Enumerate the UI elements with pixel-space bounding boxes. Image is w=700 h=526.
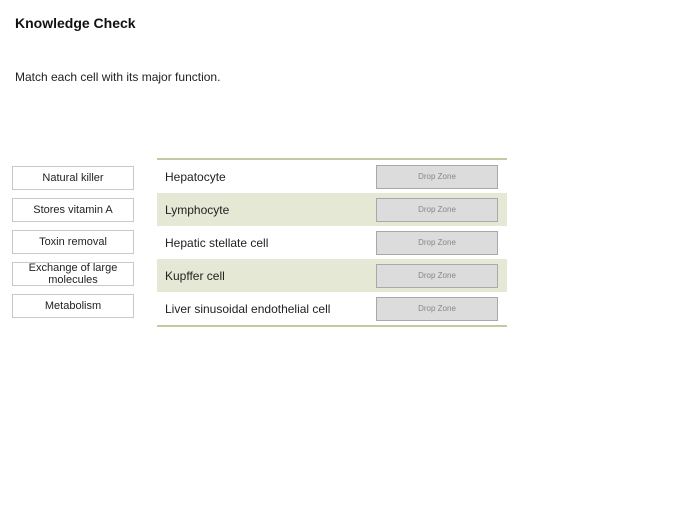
drag-option-exchange-of-large-molecules[interactable]: Exchange of large molecules [12, 262, 134, 286]
drop-zone[interactable]: Drop Zone [376, 165, 498, 189]
instruction-text: Match each cell with its major function. [15, 70, 221, 84]
page-title: Knowledge Check [15, 15, 136, 31]
match-row-liver-sinusoidal-endothelial-cell [157, 292, 507, 325]
row-label: Liver sinusoidal endothelial cell [165, 301, 331, 316]
match-row-hepatocyte [157, 160, 507, 193]
drop-zone[interactable]: Drop Zone [376, 264, 498, 288]
drag-option-stores-vitamin-a[interactable]: Stores vitamin A [12, 198, 134, 222]
drop-zone[interactable]: Drop Zone [376, 297, 498, 321]
row-label: Hepatic stellate cell [165, 235, 269, 250]
drag-option-natural-killer[interactable]: Natural killer [12, 166, 134, 190]
match-row-hepatic-stellate-cell [157, 226, 507, 259]
drop-zone[interactable]: Drop Zone [376, 231, 498, 255]
row-label: Hepatocyte [165, 169, 226, 184]
drag-option-toxin-removal[interactable]: Toxin removal [12, 230, 134, 254]
drag-option-metabolism[interactable]: Metabolism [12, 294, 134, 318]
match-row-kupffer-cell [157, 259, 507, 292]
drop-zone[interactable]: Drop Zone [376, 198, 498, 222]
match-table [157, 158, 507, 327]
row-label: Lymphocyte [165, 202, 230, 217]
row-label: Kupffer cell [165, 268, 225, 283]
match-row-lymphocyte [157, 193, 507, 226]
drag-options-list [12, 166, 134, 326]
